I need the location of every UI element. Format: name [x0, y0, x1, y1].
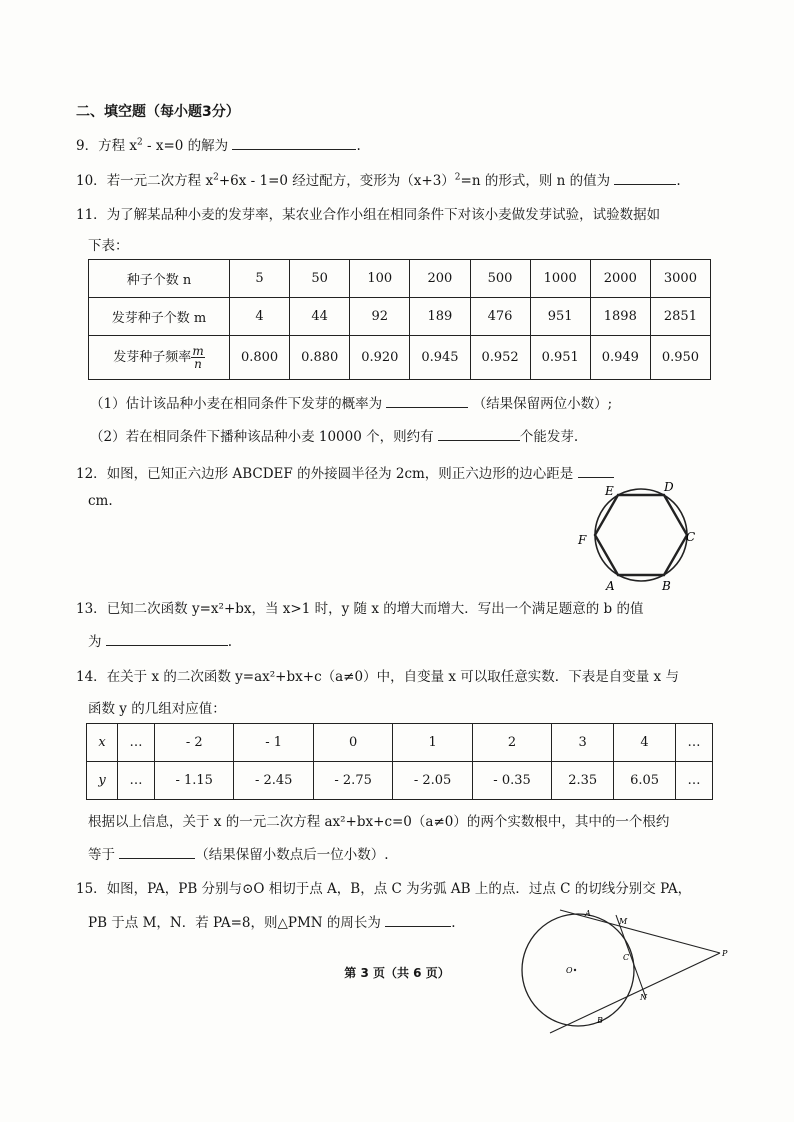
table-cell: 1000: [530, 260, 590, 298]
q14-line4: [88, 843, 389, 863]
table-cell: 3: [552, 724, 614, 762]
table-row: [89, 298, 711, 336]
question-9: [76, 134, 361, 154]
q14-line4-note: （结果保留小数点后一位小数）.: [195, 847, 389, 863]
label-o: O: [566, 966, 573, 975]
q13-line2-text: 为: [88, 634, 102, 650]
table-cell: 0: [313, 724, 392, 762]
q11-data-table: [88, 259, 711, 380]
frequency-label: 发芽种子频率: [113, 350, 192, 365]
q11-sub2-text: （2）若在相同条件下播种该品种小麦 10000 个，则约有: [90, 429, 434, 445]
q14-line3: 根据以上信息，关于 x 的一元二次方程 ax²+bx+c=0（a≠0）的两个实数根中，其中的一个根约: [88, 814, 670, 830]
fraction-m-over-n: [191, 345, 204, 370]
fraction-denominator: n: [194, 357, 202, 371]
q9-end: .: [356, 138, 361, 154]
table-cell: …: [118, 724, 155, 762]
q14-line1: 在关于 x 的二次函数 y=ax²+bx+c（a≠0）中，自变量 x 可以取任意实数．下表是自变量 x 与: [106, 669, 679, 685]
table-cell: 50: [290, 260, 350, 298]
table-cell: 2.35: [552, 762, 614, 800]
table-cell: 0.945: [410, 336, 470, 380]
table-cell: - 2.05: [393, 762, 472, 800]
x-label: [87, 724, 118, 762]
q10-text-b: +6x - 1=0 经过配方，变形为（x+3）: [218, 173, 455, 189]
label-b: B: [597, 1016, 603, 1025]
q12-answer-blank[interactable]: [578, 463, 614, 478]
table-cell: 476: [470, 298, 530, 336]
q11-line1: 为了解某品种小麦的发芽率，某农业合作小组在相同条件下对该小麦做发芽试验，试验数据如: [106, 207, 661, 223]
table-cell: 2851: [650, 298, 710, 336]
q10-sup: 2: [213, 172, 219, 183]
q13-answer-blank[interactable]: [106, 631, 228, 646]
table-cell: - 2.75: [313, 762, 392, 800]
table-cell: 1: [393, 724, 472, 762]
circumcircle: [595, 489, 687, 581]
section-title: 二、填空题（每小题3分）: [76, 104, 240, 120]
label-b: B: [662, 579, 671, 593]
q11-sub1-note: （结果保留两位小数）;: [472, 396, 613, 412]
q13-end: .: [227, 634, 233, 650]
q11-sub2: [90, 425, 578, 445]
q11-sub1-blank[interactable]: [386, 393, 468, 408]
q15-line2: [88, 911, 456, 931]
table-cell: 0.920: [350, 336, 410, 380]
table-cell: - 1: [234, 724, 313, 762]
q13-line2: [88, 630, 232, 650]
q15-answer-blank[interactable]: [385, 912, 451, 927]
q10-text-c: =n 的形式，则 n 的值为: [460, 173, 611, 189]
row-label-frequency: [89, 336, 230, 380]
label-c: C: [686, 530, 696, 544]
label-f: F: [578, 533, 587, 547]
table-cell: 0.949: [590, 336, 650, 380]
table-cell: 5: [230, 260, 290, 298]
question-14: [76, 665, 679, 685]
table-row: [87, 762, 713, 800]
table-row: [89, 336, 711, 380]
q10-end: .: [676, 173, 681, 189]
table-cell: 200: [410, 260, 470, 298]
q15-line1: 如图，PA，PB 分别与⊙O 相切于点 A，B，点 C 为劣弧 AB 上的点．过点 C 的切线分别交 PA，: [106, 881, 692, 897]
x-label-text: x: [98, 735, 106, 750]
table-row: [87, 724, 713, 762]
table-row: [89, 260, 711, 298]
label-d: D: [664, 480, 674, 494]
question-12: [76, 462, 614, 482]
page-footer: 第 3 页（共 6 页）: [344, 966, 450, 980]
q12-text: 如图，已知正六边形 ABCDEF 的外接圆半径为 2cm，则正六边形的边心距是: [106, 466, 574, 482]
tangent-pa: [560, 910, 720, 953]
table-cell: 0.951: [530, 336, 590, 380]
q15-number: 15．: [76, 881, 107, 897]
y-label: [87, 762, 118, 800]
table-cell: …: [676, 724, 713, 762]
table-cell: 4: [614, 724, 676, 762]
table-cell: 100: [350, 260, 410, 298]
q14-line4-text: 等于: [88, 847, 115, 863]
question-15: [76, 877, 691, 897]
hexagon-abcdef: [595, 495, 687, 575]
table-cell: 0.800: [230, 336, 290, 380]
q10-answer-blank[interactable]: [614, 170, 676, 185]
question-11-line1: [76, 203, 660, 223]
q12-line2: cm.: [88, 493, 113, 509]
label-c: C: [623, 953, 630, 962]
label-m: M: [619, 917, 628, 926]
q10-text-a: 若一元二次方程 x: [106, 173, 214, 189]
q13-text: 已知二次函数 y=x²+bx，当 x>1 时，y 随 x 的增大而增大．写出一个满足题意的 b 的值: [106, 601, 644, 617]
table-cell: - 2: [155, 724, 234, 762]
hexagon-figure: [572, 478, 702, 596]
table-cell: 189: [410, 298, 470, 336]
q10-number: 10．: [76, 173, 107, 189]
table-cell: 92: [350, 298, 410, 336]
table-cell: - 1.15: [155, 762, 234, 800]
q9-answer-blank[interactable]: [232, 135, 356, 150]
q13-number: 13．: [76, 601, 107, 617]
q14-answer-blank[interactable]: [119, 844, 195, 859]
table-cell: - 0.35: [472, 762, 551, 800]
table-cell: 0.950: [650, 336, 710, 380]
table-cell: - 2.45: [234, 762, 313, 800]
q14-value-table: [86, 723, 713, 800]
q9-sup: 2: [137, 137, 143, 148]
table-cell: 1898: [590, 298, 650, 336]
question-10: [76, 169, 681, 189]
row-label-n: 种子个数 n: [89, 260, 230, 298]
label-n: N: [640, 993, 647, 1002]
q12-number: 12．: [76, 466, 107, 482]
q14-line2: 函数 y 的几组对应值：: [88, 701, 226, 717]
q9-number: 9．: [76, 138, 99, 154]
label-a: A: [585, 909, 591, 918]
table-cell: 0.880: [290, 336, 350, 380]
table-cell: 951: [530, 298, 590, 336]
row-label-m: 发芽种子个数 m: [89, 298, 230, 336]
q9-text-a: 方程 x: [98, 138, 137, 154]
q11-sub2-end: 个能发芽.: [519, 429, 579, 445]
table-cell: 6.05: [614, 762, 676, 800]
q15-end: .: [451, 915, 456, 931]
label-a: A: [606, 579, 615, 593]
q11-sub2-blank[interactable]: [438, 426, 520, 441]
q11-sub1-text: （1）估计该品种小麦在相同条件下发芽的概率为: [90, 396, 383, 412]
table-cell: 2: [472, 724, 551, 762]
tangent-mn: [616, 915, 646, 998]
q9-text-b: - x=0 的解为: [142, 138, 229, 154]
table-cell: …: [676, 762, 713, 800]
q11-line2: 下表：: [88, 238, 129, 254]
table-cell: 500: [470, 260, 530, 298]
y-label-text: y: [98, 773, 106, 788]
table-cell: 0.952: [470, 336, 530, 380]
table-cell: 44: [290, 298, 350, 336]
table-cell: 2000: [590, 260, 650, 298]
q10-sup2: 2: [454, 172, 461, 183]
question-13: [76, 597, 643, 617]
q14-number: 14．: [76, 669, 107, 685]
q11-number: 11．: [76, 207, 107, 223]
table-cell: 4: [230, 298, 290, 336]
q11-sub1: [90, 392, 612, 412]
q15-line2-text: PB 于点 M，N．若 PA=8，则△PMN 的周长为: [88, 915, 381, 931]
table-cell: …: [118, 762, 155, 800]
label-p: P: [722, 949, 728, 958]
fraction-numerator: m: [192, 344, 204, 358]
table-cell: 3000: [650, 260, 710, 298]
label-e: E: [605, 484, 614, 498]
